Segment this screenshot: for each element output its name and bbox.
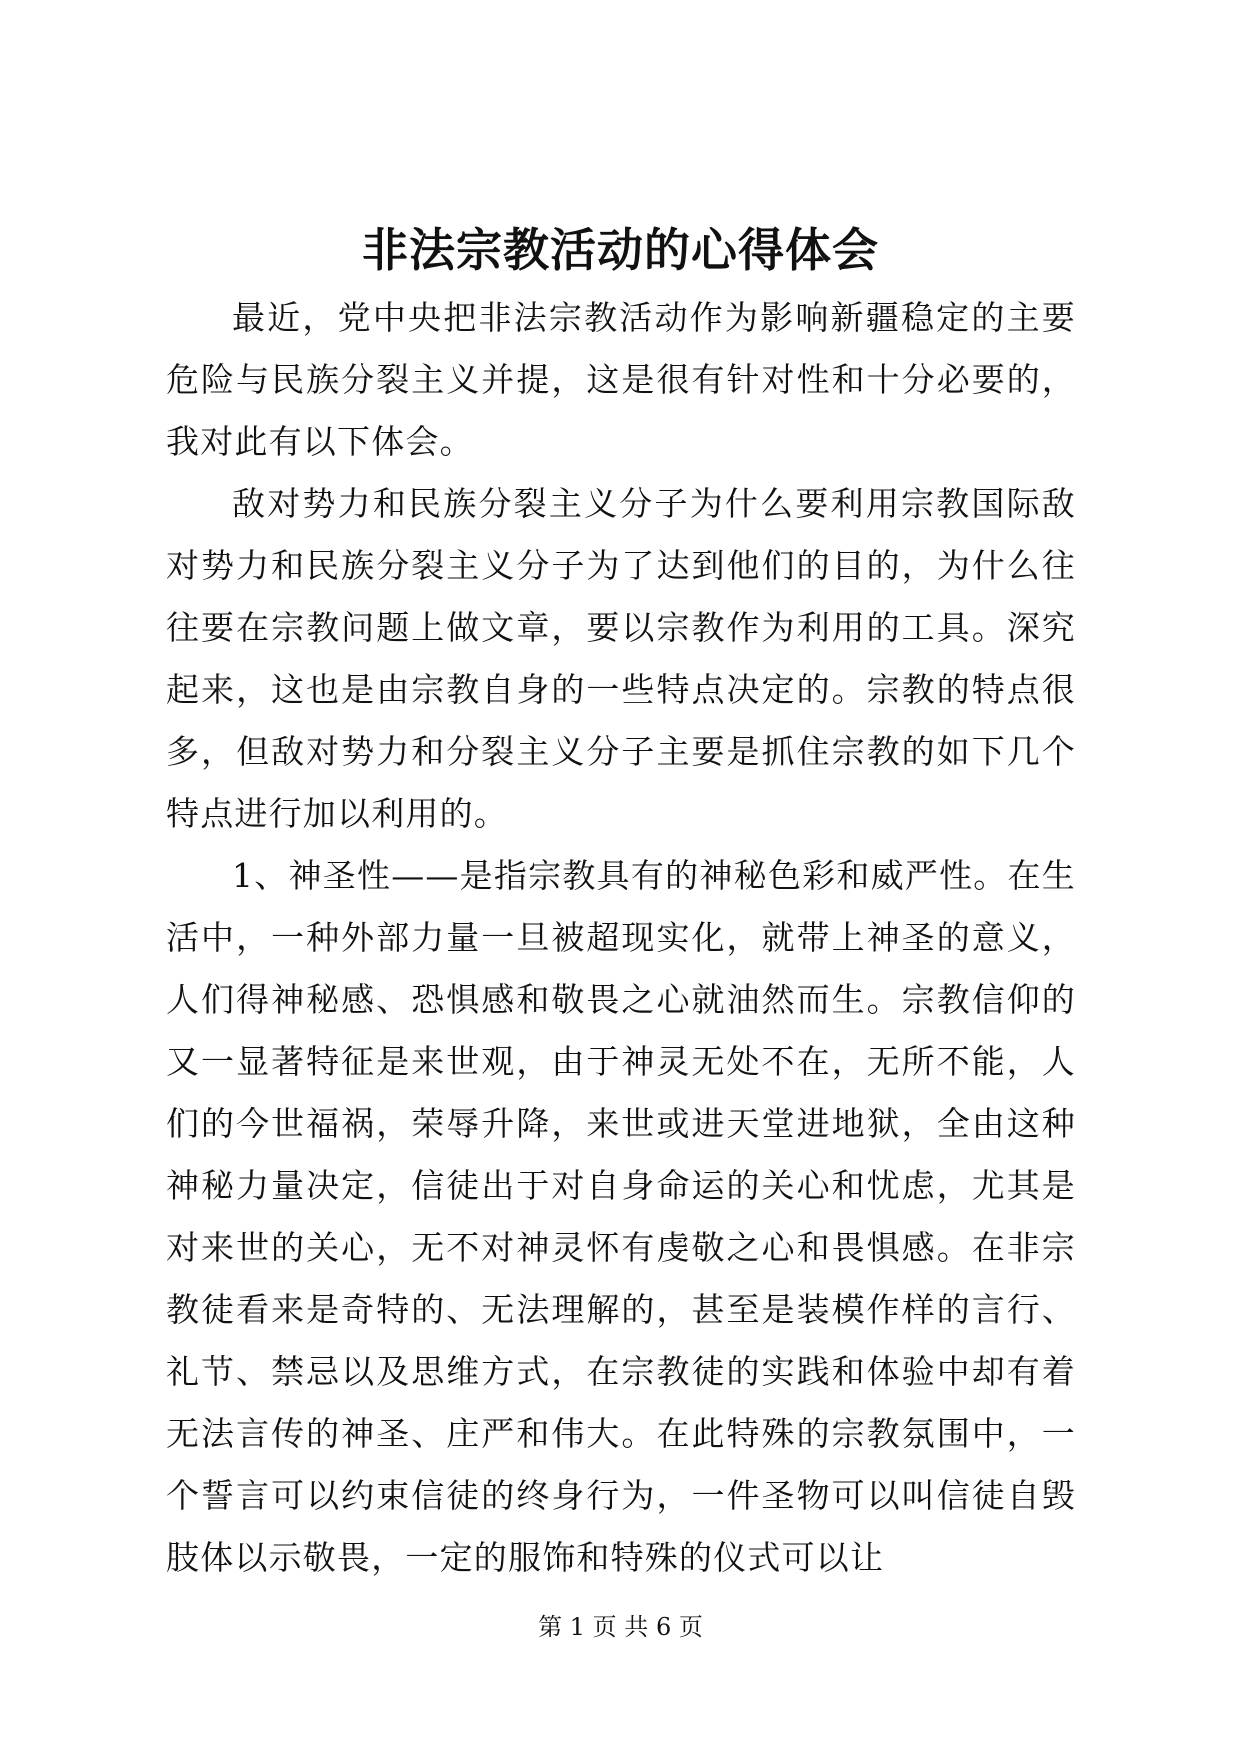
page-number-footer: 第 1 页 共 6 页: [538, 1613, 703, 1641]
document-body: [166, 287, 1076, 1589]
paragraph-intro: 最近，党中央把非法宗教活动作为影响新疆稳定的主要危险与民族分裂主义并提，这是很有针对性和十分必要的，我对此有以下体会。: [166, 298, 1076, 461]
document-title: 非法宗教活动的心得体会: [362, 223, 879, 277]
paragraph-reason: 敌对势力和民族分裂主义分子为什么要利用宗教国际敌对势力和民族分裂主义分子为了达到他们的目的，为什么往往要在宗教问题上做文章，要以宗教作为利用的工具。深究起来，这也是由宗教自身的一些特点决定的。宗教的特点很多，但敌对势力和分裂主义分子主要是抓住宗教的如下几个特点进行加以利用的。: [166, 484, 1076, 833]
paragraph-sacredness: 1、神圣性——是指宗教具有的神秘色彩和威严性。在生活中，一种外部力量一旦被超现实化，就带上神圣的意义，人们得神秘感、恐惧感和敬畏之心就油然而生。宗教信仰的又一显著特征是来世观，由于神灵无处不在，无所不能，人们的今世福祸，荣辱升降，来世或进天堂进地狱，全由这种神秘力量决定，信徒出于对自身命运的关心和忧虑，尤其是对来世的关心，无不对神灵怀有虔敬之心和畏惧感。在非宗教徒看来是奇特的、无法理解的，甚至是装模作样的言行、礼节、禁忌以及思维方式，在宗教徒的实践和体验中却有着无法言传的神圣、庄严和伟大。在此特殊的宗教氛围中，一个誓言可以约束信徒的终身行为，一件圣物可以叫信徒自毁肢体以示敬畏，一定的服饰和特殊的仪式可以让: [166, 856, 1076, 1577]
